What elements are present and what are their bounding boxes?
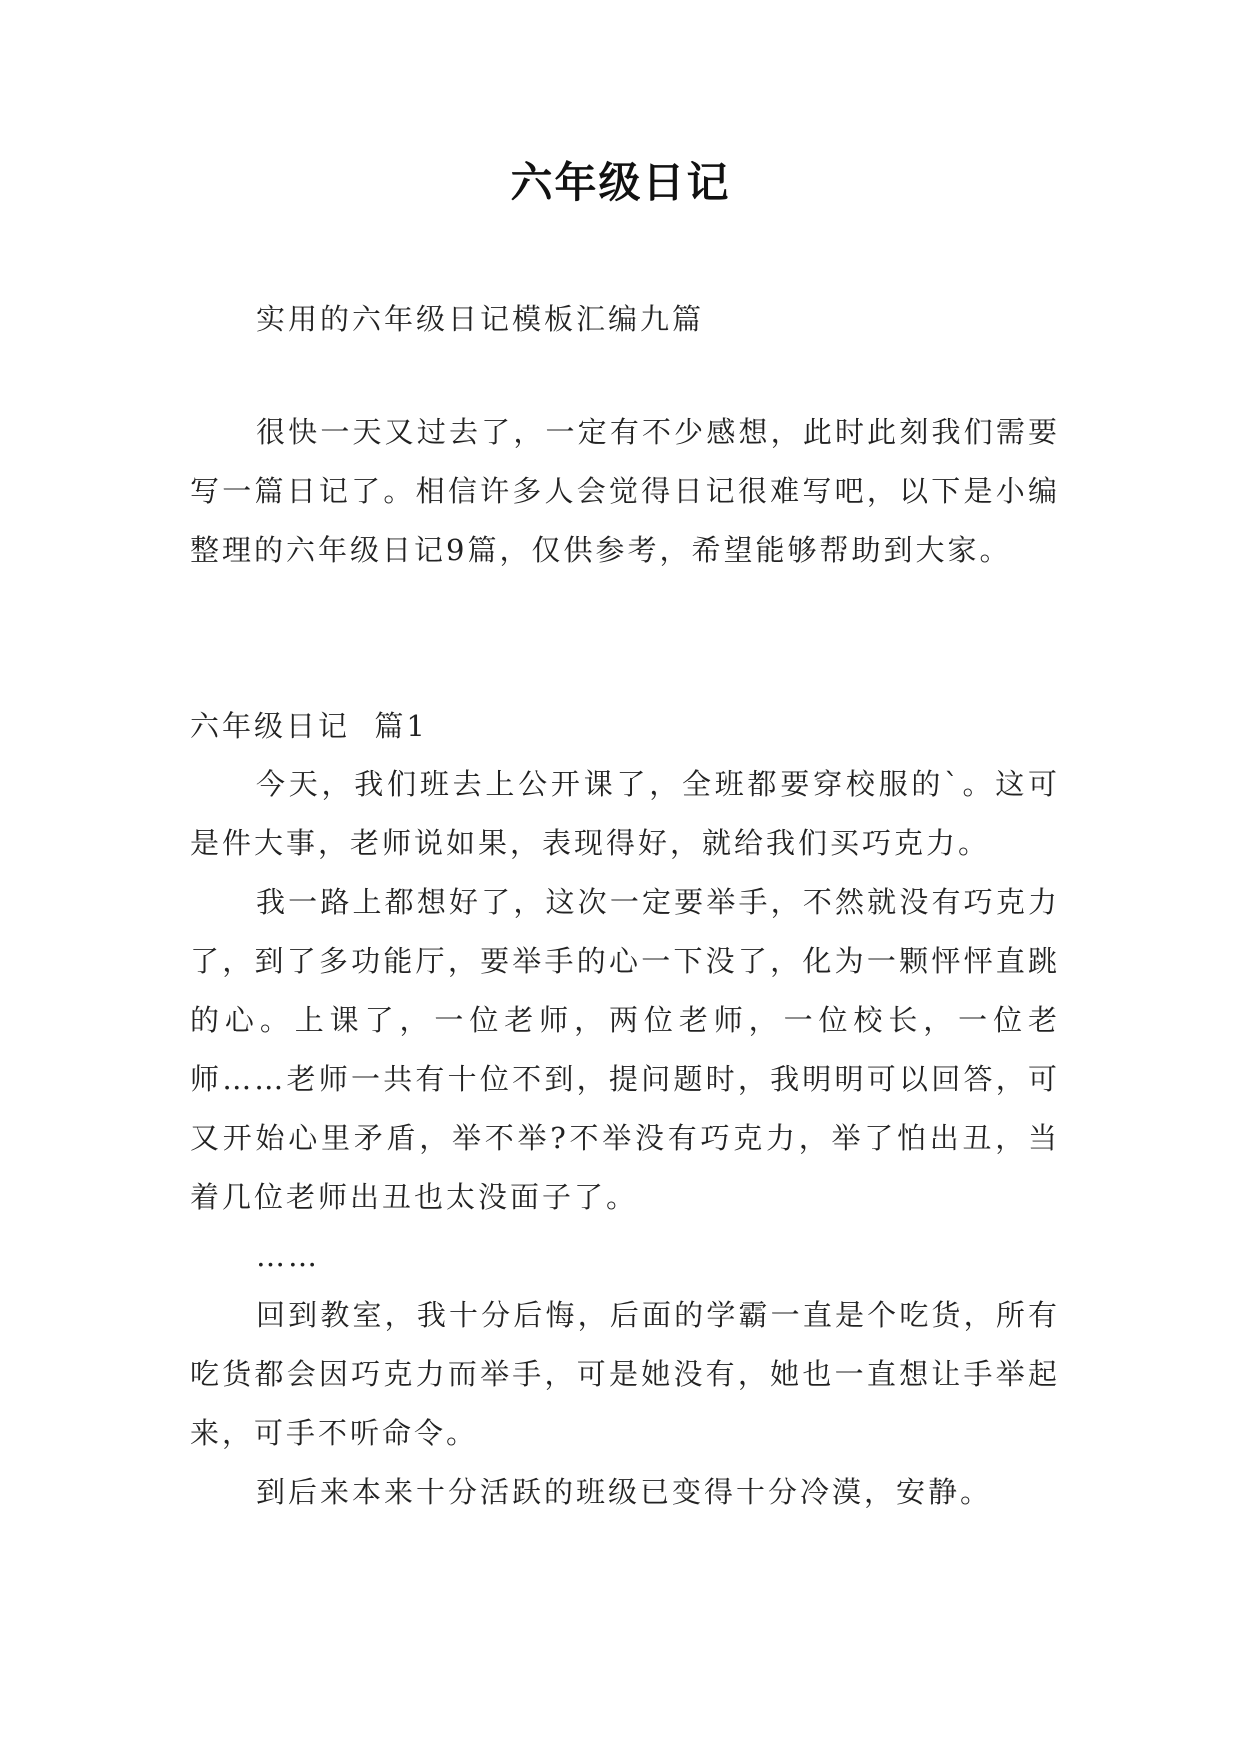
entry-paragraph: 到后来本来十分活跃的班级已变得十分冷漠，安静。	[256, 1475, 993, 1509]
intro-paragraph	[190, 403, 1060, 580]
document-subtitle	[190, 290, 1060, 349]
entry-paragraph: 回到教室，我十分后悔，后面的学霸一直是个吃货，所有吃货都会因巧克力而举手，可是她没有，她也一直想让手举起来，可手不听命令。	[190, 1298, 1060, 1450]
entry-paragraph: 我一路上都想好了，这次一定要举手，不然就没有巧克力了，到了多功能厅，要举手的心一下没了，化为一颗怦怦直跳的心。上课了，一位老师，两位老师，一位校长，一位老师……老师一共有十位不到，提问题时，我明明可以回答，可又开始心里矛盾，举不举?不举没有巧克力，举了怕出丑，当着几位老师出丑也太没面子了。	[190, 885, 1060, 1214]
diary-entry	[190, 755, 1060, 1522]
entry-paragraph: 今天，我们班去上公开课了，全班都要穿校服的`。这可是件大事，老师说如果，表现得好，就给我们买巧克力。	[190, 767, 1060, 860]
subtitle-text: 实用的六年级日记模板汇编九篇	[256, 302, 705, 336]
intro-text: 很快一天又过去了，一定有不少感想，此时此刻我们需要写一篇日记了。相信许多人会觉得日记很难写吧，以下是小编整理的六年级日记9篇，仅供参考，希望能够帮助到大家。	[190, 415, 1060, 567]
section-heading-text: 六年级日记 篇1	[190, 709, 428, 743]
section-heading	[190, 697, 1060, 756]
document-title: 六年级日记	[510, 158, 731, 207]
entry-ellipsis: ……	[256, 1239, 320, 1273]
